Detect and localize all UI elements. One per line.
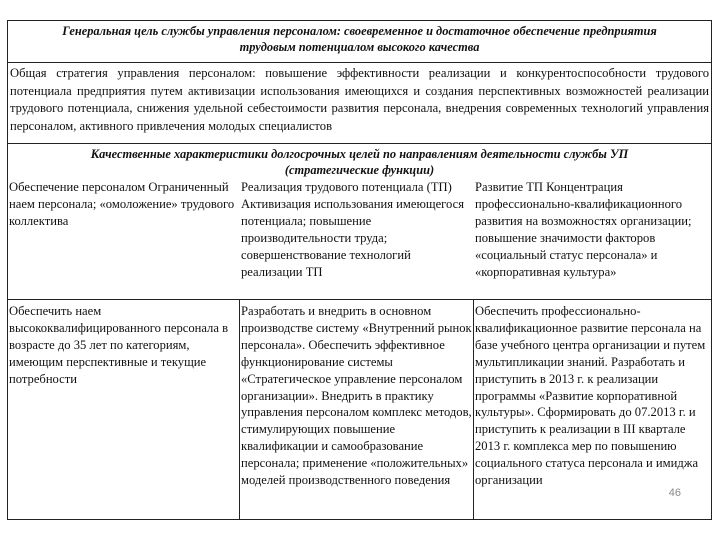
function-potential-development: Развитие ТП Концентрация профессионально-квалификационного развития на возможностях организации; повышение значимости факторов «социальный статус персонала» и «корпоративная культура» <box>475 180 692 279</box>
divider-functions <box>8 299 711 300</box>
slide-frame <box>7 20 712 520</box>
subheading-line-1: Качественные характеристики долгосрочных целей по направлениям деятельности службы УП <box>90 147 629 161</box>
function-potential-realization: Реализация трудового потенциала (ТП) Активизация использования имеющегося потенциала; повышение производительности труда; совершенствование технологий реализации ТП <box>241 180 465 279</box>
task-potential-development: Обеспечить профессионально-квалификационное развитие персонала на базе учебного центра организации и путем мультипликации знаний. Разработать и приступить в 2013 г. к реализации программы «Развитие корпоративной культуры». Сформировать до 07.2013 г. и приступить к реализации в III квартале 2013 г. комплекса мер по повышению социального статуса персонала и имиджа организации <box>475 304 706 488</box>
general-goal-line-2: трудовым потенциалом высокого качества <box>239 40 480 54</box>
column-divider-2 <box>473 299 474 520</box>
function-staffing: Обеспечение персоналом Ограниченный наем персонала; «омоложение» трудового коллектива <box>9 180 235 228</box>
task-potential-realization: Разработать и внедрить в основном производстве систему «Внутренний рынок персонала». Обеспечить эффективное функционирование системы «Стратегическое управление персоналом организации». Внедрить в практику управления персоналом комплекс методов, стимулирующих повышение квалификации и самообразование персонала; применение «положительных» моделей производственного поведения <box>241 304 472 488</box>
divider-strategy <box>8 143 711 144</box>
general-strategy-text: Общая стратегия управления персоналом: повышение эффективности реализации и конкурентоспособности трудового потенциала предприятия путем активизации использования имеющихся и создания перспективных возможностей реализации трудового потенциала, снижения удельной себестоимости развития персонала, внедрения современных технологий управления персоналом, активного привлечения молодых специалистов <box>10 66 709 133</box>
general-goal-title <box>8 23 711 55</box>
divider-title <box>8 62 711 63</box>
subheading-line-2: (стратегические функции) <box>284 163 435 177</box>
task-staffing: Обеспечить наем высококвалифицированного персонала в возрасте до 35 лет по категориям, имеющим перспективные и текущие потребности <box>9 304 229 386</box>
general-goal-line-1: Генеральная цель службы управления персоналом: своевременное и достаточное обеспечение предприятия <box>62 24 657 38</box>
qualitative-characteristics-heading <box>8 146 711 178</box>
page-number: 46 <box>668 487 681 499</box>
column-divider-1 <box>239 299 240 520</box>
